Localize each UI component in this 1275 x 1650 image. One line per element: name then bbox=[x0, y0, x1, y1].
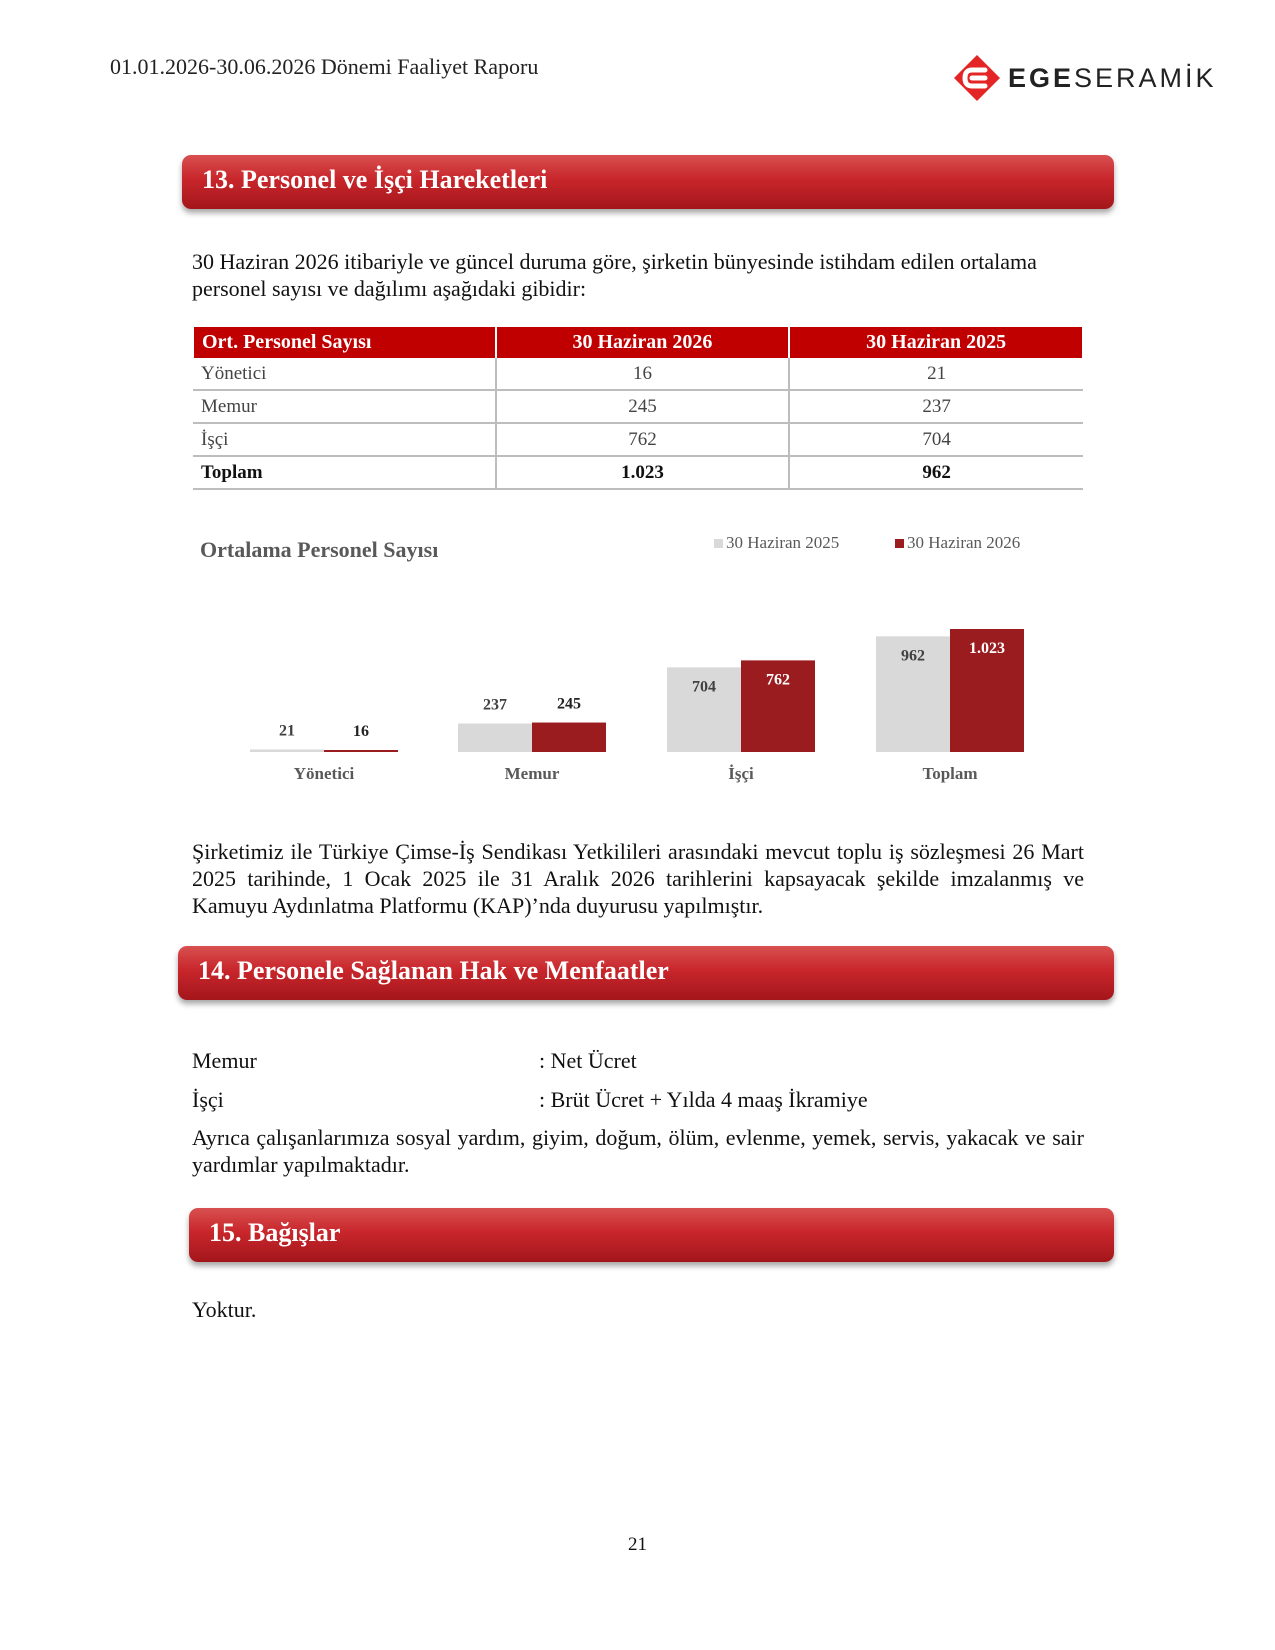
page-number: 21 bbox=[628, 1534, 647, 1555]
bar bbox=[250, 749, 324, 752]
table-cell: İşçi bbox=[193, 423, 496, 456]
personnel-chart bbox=[192, 520, 1084, 790]
donations-text: Yoktur. bbox=[192, 1297, 257, 1322]
category-label: İşçi bbox=[728, 764, 754, 783]
data-label: 237 bbox=[483, 696, 507, 714]
legend-swatch bbox=[895, 539, 904, 548]
data-label: 16 bbox=[353, 723, 369, 740]
table-cell: Memur bbox=[193, 390, 496, 423]
personnel-table bbox=[192, 327, 1084, 490]
section-15-title: 15. Bağışlar bbox=[209, 1218, 341, 1247]
table-cell: Toplam bbox=[193, 456, 496, 489]
legend-label: 30 Haziran 2026 bbox=[907, 533, 1021, 552]
legend-swatch bbox=[714, 539, 723, 548]
legend-label: 30 Haziran 2025 bbox=[726, 533, 840, 552]
benefit-value-isci: : Brüt Ücret + Yılda 4 maaş İkramiye bbox=[539, 1087, 868, 1112]
data-label: 245 bbox=[557, 695, 581, 713]
data-label: 762 bbox=[766, 671, 790, 689]
table-header-row bbox=[193, 327, 1083, 358]
section-13-intro: 30 Haziran 2026 itibariyle ve güncel duruma göre, şirketin bünyesinde istihdam edilen ortalama personel sayısı ve dağılımı aşağıdaki gibidir: bbox=[192, 249, 1037, 301]
table-row bbox=[193, 390, 1083, 423]
benefits-note: Ayrıca çalışanlarımıza sosyal yardım, giyim, doğum, ölüm, evlenme, yemek, servis, yakacak ve sair yardımlar yapılmaktadır. bbox=[192, 1125, 1084, 1177]
table-cell: 245 bbox=[496, 390, 790, 423]
table-total-row bbox=[193, 456, 1083, 489]
table-cell: 1.023 bbox=[496, 456, 790, 489]
benefit-label-isci: İşçi bbox=[192, 1087, 224, 1112]
table-cell: 21 bbox=[789, 358, 1083, 390]
category-label: Toplam bbox=[922, 764, 978, 783]
data-label: 1.023 bbox=[969, 640, 1005, 657]
table-header-cell: 30 Haziran 2026 bbox=[496, 327, 790, 358]
logo-text-bold: EGE bbox=[1008, 62, 1075, 93]
logo-text bbox=[1008, 63, 1217, 94]
table-row bbox=[193, 423, 1083, 456]
data-label: 962 bbox=[901, 647, 925, 665]
ege-seramik-logo-icon bbox=[952, 53, 1002, 103]
benefit-label-memur: Memur bbox=[192, 1048, 257, 1073]
report-title: 01.01.2026-30.06.2026 Dönemi Faaliyet Raporu bbox=[110, 54, 539, 79]
table-row bbox=[193, 358, 1083, 390]
data-label: 21 bbox=[279, 722, 295, 740]
section-13-banner bbox=[182, 155, 1114, 209]
bar bbox=[458, 724, 532, 752]
logo-text-light: SERAMİK bbox=[1074, 62, 1217, 93]
data-label: 704 bbox=[692, 678, 716, 696]
category-label: Yönetici bbox=[293, 764, 355, 783]
table-header-cell: 30 Haziran 2025 bbox=[789, 327, 1083, 358]
table-header-cell: Ort. Personel Sayısı bbox=[193, 327, 496, 358]
benefit-value-memur: : Net Ücret bbox=[539, 1048, 637, 1073]
table-cell: 16 bbox=[496, 358, 790, 390]
section-13-title: 13. Personel ve İşçi Hareketleri bbox=[202, 165, 548, 194]
section-14-banner bbox=[178, 946, 1114, 1000]
company-logo bbox=[952, 52, 1217, 104]
category-label: Memur bbox=[504, 764, 560, 783]
table-cell: 704 bbox=[789, 423, 1083, 456]
table-cell: 237 bbox=[789, 390, 1083, 423]
bar bbox=[532, 723, 606, 752]
table-cell: 762 bbox=[496, 423, 790, 456]
bar bbox=[324, 750, 398, 752]
chart-title: Ortalama Personel Sayısı bbox=[200, 537, 439, 562]
section-14-title: 14. Personele Sağlanan Hak ve Menfaatler bbox=[198, 956, 669, 985]
table-cell: 962 bbox=[789, 456, 1083, 489]
bar-chart-svg bbox=[192, 520, 1084, 790]
table-cell: Yönetici bbox=[193, 358, 496, 390]
collective-agreement-paragraph: Şirketimiz ile Türkiye Çimse-İş Sendikası Yetkilileri arasındaki mevcut toplu iş sözleşmesi 26 Mart 2025 tarihinde, 1 Ocak 2025 ile 31 Aralık 2026 tarihlerini kapsayacak şekilde imzalanmış ve Kamuyu Aydınlatma Platformu (KAP)’nda duyurusu yapılmıştır. bbox=[192, 839, 1084, 918]
section-15-banner bbox=[189, 1208, 1114, 1262]
